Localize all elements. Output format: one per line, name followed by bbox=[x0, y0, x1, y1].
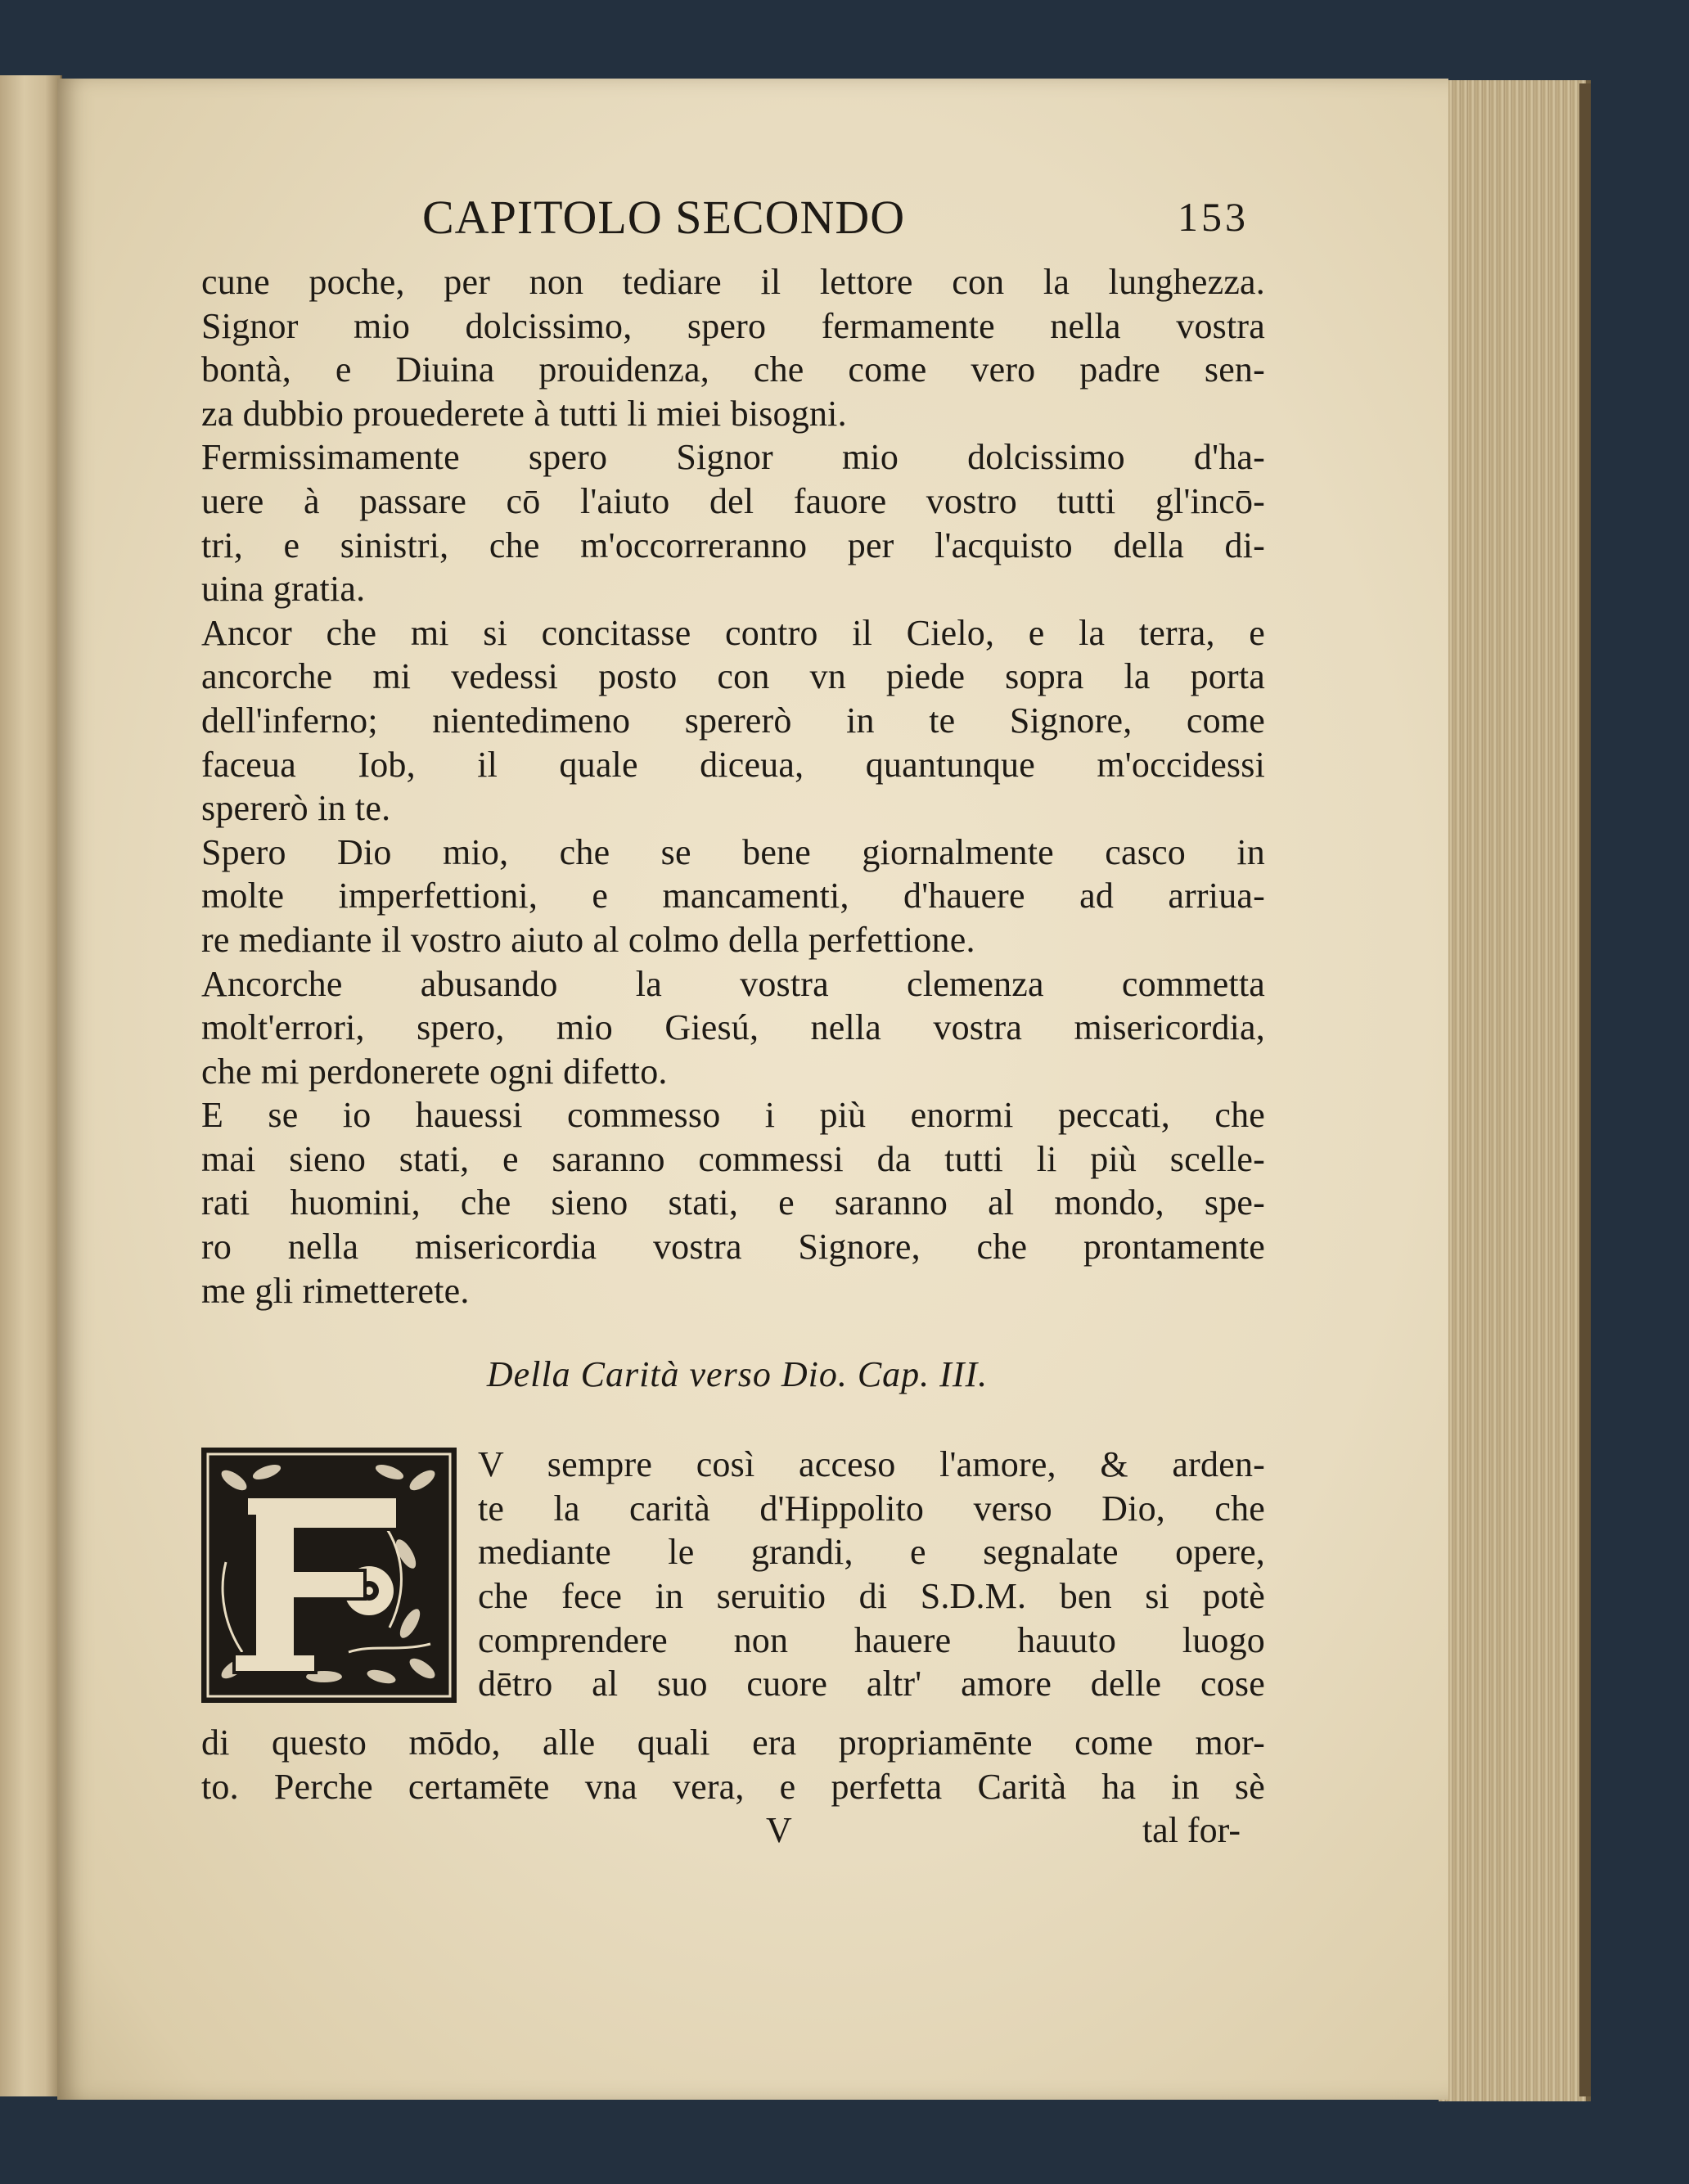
text-line: Ancor che mi si concitasse contro il Cielo, e la terra, e bbox=[201, 612, 1265, 653]
page-content bbox=[201, 190, 1265, 1853]
text-line: uina gratia. bbox=[201, 569, 366, 610]
text-line: Spero Dio mio, che se bene giornalmente casco in bbox=[201, 831, 1265, 872]
previous-page-edge bbox=[0, 75, 62, 2096]
floral-initial-icon bbox=[201, 1448, 457, 1703]
initial-paragraph-lines bbox=[478, 1443, 1265, 1706]
text-line: ro nella misericordia vostra Signore, che prontamente bbox=[201, 1227, 1265, 1268]
text-line: me gli rimetterete. bbox=[201, 1270, 470, 1311]
text-line: di questo mōdo, alle quali era propriamēnte come mor- bbox=[201, 1722, 1265, 1763]
text-line: dētro al suo cuore altr' amore delle cose bbox=[478, 1664, 1265, 1704]
text-line: Ancorche abusando la vostra clemenza commetta bbox=[201, 963, 1265, 1004]
chapter-heading: Della Carità verso Dio. Cap. III. bbox=[486, 1354, 989, 1395]
text-line: Signor mio dolcissimo, spero fermamente nella vostra bbox=[201, 305, 1265, 346]
text-line: te la carità d'Hippolito verso Dio, che bbox=[478, 1488, 1265, 1529]
signature-mark: V bbox=[766, 1810, 792, 1851]
decorated-initial bbox=[201, 1448, 457, 1703]
text-line: E se io hauessi commesso i più enormi peccati, che bbox=[201, 1095, 1265, 1136]
running-title: CAPITOLO SECONDO bbox=[422, 191, 906, 244]
text-line: spererò in te. bbox=[201, 788, 391, 829]
text-line: tri, e sinistri, che m'occorreranno per l'acquisto della di- bbox=[201, 525, 1265, 565]
text-line: che mi perdonerete ogni difetto. bbox=[201, 1051, 668, 1092]
catchword: tal for- bbox=[1142, 1810, 1241, 1851]
text-line: molt'errori, spero, mio Giesú, nella vostra misericordia, bbox=[201, 1007, 1265, 1048]
text-line: bontà, e Diuina prouidenza, che come vero padre sen- bbox=[201, 349, 1265, 390]
text-line: faceua Iob, il quale diceua, quantunque m'occidessi bbox=[201, 744, 1265, 785]
text-line: cune poche, per non tediare il lettore con la lunghezza. bbox=[201, 262, 1265, 302]
text-line: mediante le grandi, e segnalate opere, bbox=[478, 1532, 1265, 1573]
text-line: dell'inferno; nientedimeno spererò in te Signore, come bbox=[201, 700, 1265, 741]
text-line: V sempre così acceso l'amore, & arden- bbox=[478, 1444, 1265, 1485]
page-header bbox=[201, 190, 1265, 260]
text-line: che fece in seruitio di S.D.M. ben si potè bbox=[478, 1576, 1265, 1617]
body-text bbox=[201, 260, 1265, 1313]
page-footer bbox=[201, 1808, 1265, 1853]
page-number: 153 bbox=[1178, 194, 1249, 240]
text-line: za dubbio prouederete à tutti li miei bisogni. bbox=[201, 393, 847, 434]
text-line: re mediante il vostro aiuto al colmo della perfettione. bbox=[201, 919, 975, 960]
text-line: molte imperfettioni, e mancamenti, d'hauere ad arriua- bbox=[201, 876, 1265, 916]
book-cover-edge bbox=[1579, 83, 1591, 2096]
text-line: Fermissimamente spero Signor mio dolcissimo d'ha- bbox=[201, 437, 1265, 478]
decorated-initial-paragraph bbox=[201, 1443, 1265, 1721]
text-line: to. Perche certamēte vna vera, e perfetta Carità ha in sè bbox=[201, 1766, 1265, 1807]
text-line: comprendere non hauere hauuto luogo bbox=[478, 1619, 1265, 1660]
page-stack-edge bbox=[1439, 80, 1591, 2101]
text-line: rati huomini, che sieno stati, e saranno al mondo, spe- bbox=[201, 1182, 1265, 1223]
continued-text bbox=[201, 1721, 1265, 1808]
text-line: ancorche mi vedessi posto con vn piede sopra la porta bbox=[201, 656, 1265, 697]
text-line: mai sieno stati, e saranno commessi da tutti li più scelle- bbox=[201, 1138, 1265, 1179]
book-page bbox=[57, 79, 1448, 2100]
text-line: uere à passare cō l'aiuto del fauore vostro tutti gl'incō- bbox=[201, 480, 1265, 521]
